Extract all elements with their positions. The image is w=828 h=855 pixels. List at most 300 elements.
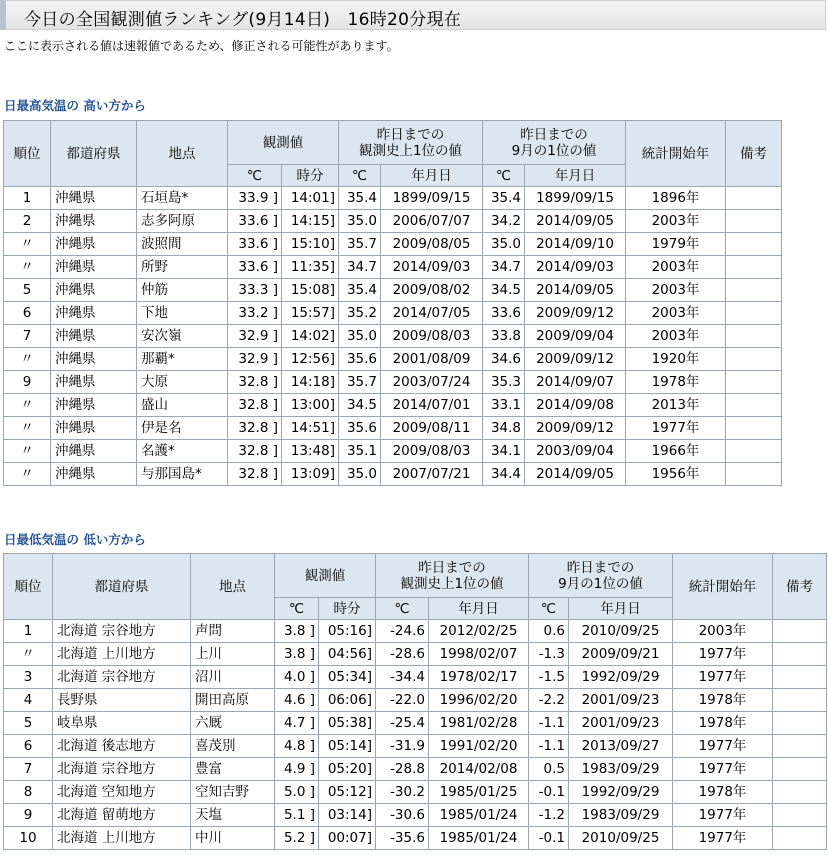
table-row — [4, 804, 827, 827]
subcol-deg: ℃ — [376, 598, 429, 620]
cell-prefecture: 北海道 宗谷地方 — [53, 758, 191, 781]
cell-month-value: 33.1 — [483, 394, 525, 417]
cell-observed-value: 33.9 ] — [228, 187, 282, 210]
cell-month-date: 1899/09/15 — [525, 187, 626, 210]
cell-rank: 9 — [4, 371, 51, 394]
cell-prefecture: 沖縄県 — [51, 256, 137, 279]
cell-remarks — [726, 187, 782, 210]
cell-observed-value: 32.8 ] — [228, 417, 282, 440]
cell-historical-value: 35.4 — [339, 279, 381, 302]
cell-historical-date: 1996/02/20 — [429, 689, 529, 712]
cell-rank: 5 — [4, 279, 51, 302]
cell-prefecture: 岐阜県 — [53, 712, 191, 735]
cell-historical-value: 35.7 — [339, 233, 381, 256]
col-month-record — [529, 554, 673, 598]
cell-rank: 1 — [4, 620, 53, 643]
cell-prefecture: 沖縄県 — [51, 187, 137, 210]
cell-month-date: 2009/09/21 — [569, 643, 673, 666]
cell-observed-time: 05:20] — [319, 758, 376, 781]
cell-place: 石垣島* — [137, 187, 228, 210]
cell-observed-value: 33.2 ] — [228, 302, 282, 325]
disclaimer-note: ここに表示される値は速報値であるため、修正される可能性があります。 — [4, 39, 399, 53]
col-historical-record — [339, 121, 483, 165]
cell-place: 上川 — [191, 643, 275, 666]
page-title: 今日の全国観測値ランキング(9月14日) 16時20分現在 — [24, 10, 462, 30]
cell-remarks — [773, 781, 827, 804]
cell-prefecture: 長野県 — [53, 689, 191, 712]
cell-observed-value: 32.8 ] — [228, 394, 282, 417]
cell-prefecture: 北海道 宗谷地方 — [53, 666, 191, 689]
cell-rank: 〃 — [4, 440, 51, 463]
cell-start-year: 1977年 — [673, 758, 773, 781]
high-temp-table — [3, 120, 782, 486]
col-prefecture: 都道府県 — [51, 121, 137, 187]
cell-historical-date: 1985/01/25 — [429, 781, 529, 804]
cell-historical-date: 1899/09/15 — [381, 187, 483, 210]
cell-rank: 5 — [4, 712, 53, 735]
cell-month-date: 1992/09/29 — [569, 781, 673, 804]
cell-month-date: 2009/09/12 — [525, 417, 626, 440]
cell-observed-value: 33.6 ] — [228, 210, 282, 233]
cell-observed-value: 3.8 ] — [275, 643, 319, 666]
cell-historical-date: 2014/07/05 — [381, 302, 483, 325]
cell-prefecture: 沖縄県 — [51, 417, 137, 440]
hist-line2: 観測史上1位の値 — [400, 575, 504, 592]
cell-place: 波照間 — [137, 233, 228, 256]
table-row — [4, 256, 782, 279]
cell-observed-value: 5.2 ] — [275, 827, 319, 850]
cell-month-date: 1983/09/29 — [569, 758, 673, 781]
table-row — [4, 666, 827, 689]
cell-historical-value: 35.1 — [339, 440, 381, 463]
cell-remarks — [773, 804, 827, 827]
col-observed: 観測値 — [228, 121, 339, 165]
cell-prefecture: 北海道 上川地方 — [53, 827, 191, 850]
cell-rank: 9 — [4, 804, 53, 827]
cell-rank: 10 — [4, 827, 53, 850]
table-row — [4, 620, 827, 643]
cell-month-date: 2010/09/25 — [569, 827, 673, 850]
cell-place: 那覇* — [137, 348, 228, 371]
cell-historical-date: 2009/08/11 — [381, 417, 483, 440]
cell-place: 与那国島* — [137, 463, 228, 486]
subcol-date: 年月日 — [569, 598, 673, 620]
cell-prefecture: 沖縄県 — [51, 325, 137, 348]
cell-month-value: -1.3 — [529, 643, 569, 666]
cell-observed-time: 05:16] — [319, 620, 376, 643]
cell-remarks — [773, 666, 827, 689]
cell-place: 中川 — [191, 827, 275, 850]
cell-place: 六厩 — [191, 712, 275, 735]
cell-historical-value: 35.0 — [339, 210, 381, 233]
cell-start-year: 1977年 — [673, 804, 773, 827]
cell-observed-time: 14:01] — [282, 187, 339, 210]
cell-historical-value: -34.4 — [376, 666, 429, 689]
cell-month-date: 1983/09/29 — [569, 804, 673, 827]
cell-prefecture: 沖縄県 — [51, 210, 137, 233]
cell-historical-value: 35.0 — [339, 463, 381, 486]
cell-start-year: 1978年 — [673, 689, 773, 712]
cell-historical-value: 34.7 — [339, 256, 381, 279]
cell-historical-date: 2014/09/03 — [381, 256, 483, 279]
cell-observed-time: 11:35] — [282, 256, 339, 279]
col-observed: 観測値 — [275, 554, 376, 598]
cell-historical-value: -35.6 — [376, 827, 429, 850]
cell-month-date: 2001/09/23 — [569, 712, 673, 735]
table-row — [4, 712, 827, 735]
col-place: 地点 — [137, 121, 228, 187]
cell-observed-value: 32.9 ] — [228, 348, 282, 371]
cell-month-value: 34.1 — [483, 440, 525, 463]
cell-historical-value: 35.6 — [339, 417, 381, 440]
hist-line1: 昨日までの — [376, 126, 445, 143]
cell-historical-date: 1978/02/17 — [429, 666, 529, 689]
col-start-year: 統計開始年 — [626, 121, 726, 187]
cell-rank: 〃 — [4, 417, 51, 440]
cell-start-year: 1956年 — [626, 463, 726, 486]
cell-month-value: 0.6 — [529, 620, 569, 643]
cell-start-year: 1977年 — [673, 666, 773, 689]
cell-historical-date: 1985/01/24 — [429, 804, 529, 827]
cell-remarks — [726, 463, 782, 486]
cell-start-year: 2003年 — [626, 256, 726, 279]
subcol-deg: ℃ — [529, 598, 569, 620]
cell-historical-date: 1985/01/24 — [429, 827, 529, 850]
subcol-deg: ℃ — [339, 165, 381, 187]
cell-month-date: 2014/09/07 — [525, 371, 626, 394]
cell-observed-time: 12:56] — [282, 348, 339, 371]
table-row — [4, 279, 782, 302]
subcol-date: 年月日 — [429, 598, 529, 620]
cell-place: 志多阿原 — [137, 210, 228, 233]
cell-month-date: 2013/09/27 — [569, 735, 673, 758]
cell-place: 名護* — [137, 440, 228, 463]
cell-month-date: 2014/09/08 — [525, 394, 626, 417]
cell-place: 下地 — [137, 302, 228, 325]
cell-month-value: 33.8 — [483, 325, 525, 348]
cell-month-date: 2009/09/12 — [525, 348, 626, 371]
subcol-date: 年月日 — [381, 165, 483, 187]
cell-observed-time: 13:48] — [282, 440, 339, 463]
cell-observed-value: 4.8 ] — [275, 735, 319, 758]
cell-month-value: -2.2 — [529, 689, 569, 712]
cell-place: 喜茂別 — [191, 735, 275, 758]
cell-start-year: 2013年 — [626, 394, 726, 417]
cell-historical-date: 2006/07/07 — [381, 210, 483, 233]
cell-remarks — [773, 758, 827, 781]
cell-month-date: 2009/09/04 — [525, 325, 626, 348]
cell-historical-date: 2001/08/09 — [381, 348, 483, 371]
cell-historical-value: -30.2 — [376, 781, 429, 804]
cell-prefecture: 沖縄県 — [51, 440, 137, 463]
cell-start-year: 1978年 — [673, 781, 773, 804]
hist-line1: 昨日までの — [418, 559, 486, 576]
cell-month-date: 2014/09/05 — [525, 279, 626, 302]
cell-prefecture: 沖縄県 — [51, 463, 137, 486]
cell-month-date: 2014/09/10 — [525, 233, 626, 256]
cell-observed-time: 13:00] — [282, 394, 339, 417]
hist-line2: 観測史上1位の値 — [358, 142, 463, 159]
cell-prefecture: 沖縄県 — [51, 279, 137, 302]
subcol-time: 時分 — [319, 598, 376, 620]
cell-month-value: 34.2 — [483, 210, 525, 233]
cell-remarks — [726, 210, 782, 233]
cell-observed-value: 32.8 ] — [228, 463, 282, 486]
cell-observed-value: 4.7 ] — [275, 712, 319, 735]
cell-month-date: 2014/09/05 — [525, 463, 626, 486]
cell-remarks — [773, 827, 827, 850]
cell-observed-time: 04:56] — [319, 643, 376, 666]
cell-remarks — [773, 735, 827, 758]
cell-start-year: 2003年 — [626, 302, 726, 325]
cell-historical-value: 35.7 — [339, 371, 381, 394]
cell-place: 安次嶺 — [137, 325, 228, 348]
cell-historical-date: 2009/08/03 — [381, 325, 483, 348]
cell-observed-value: 4.0 ] — [275, 666, 319, 689]
cell-start-year: 1977年 — [673, 827, 773, 850]
cell-month-value: 34.7 — [483, 256, 525, 279]
cell-start-year: 2003年 — [626, 210, 726, 233]
cell-prefecture: 沖縄県 — [51, 348, 137, 371]
cell-remarks — [726, 440, 782, 463]
low-section-title: 日最低気温の 低い方から — [4, 532, 146, 547]
cell-rank: 2 — [4, 210, 51, 233]
cell-month-value: -1.5 — [529, 666, 569, 689]
cell-remarks — [773, 689, 827, 712]
cell-start-year: 1920年 — [626, 348, 726, 371]
col-rank: 順位 — [4, 121, 51, 187]
cell-historical-date: 2007/07/21 — [381, 463, 483, 486]
cell-month-value: 34.6 — [483, 348, 525, 371]
page-title-bar — [0, 0, 826, 30]
cell-remarks — [726, 417, 782, 440]
cell-observed-value: 32.9 ] — [228, 325, 282, 348]
cell-remarks — [726, 302, 782, 325]
cell-historical-value: -25.4 — [376, 712, 429, 735]
high-table-body — [4, 187, 782, 486]
cell-month-value: 34.8 — [483, 417, 525, 440]
table-row — [4, 735, 827, 758]
table-row — [4, 781, 827, 804]
cell-remarks — [726, 325, 782, 348]
cell-rank: 6 — [4, 302, 51, 325]
cell-historical-date: 2003/07/24 — [381, 371, 483, 394]
cell-remarks — [773, 712, 827, 735]
cell-remarks — [726, 394, 782, 417]
cell-month-value: 35.0 — [483, 233, 525, 256]
cell-historical-date: 2014/02/08 — [429, 758, 529, 781]
cell-prefecture: 沖縄県 — [51, 394, 137, 417]
cell-historical-date: 2009/08/02 — [381, 279, 483, 302]
cell-historical-value: 35.6 — [339, 348, 381, 371]
low-table-body — [4, 620, 827, 850]
cell-historical-date: 1981/02/28 — [429, 712, 529, 735]
cell-observed-value: 32.8 ] — [228, 440, 282, 463]
cell-month-date: 2009/09/12 — [525, 302, 626, 325]
cell-observed-time: 15:08] — [282, 279, 339, 302]
cell-observed-time: 05:38] — [319, 712, 376, 735]
cell-observed-value: 5.0 ] — [275, 781, 319, 804]
cell-observed-time: 15:57] — [282, 302, 339, 325]
cell-historical-value: -22.0 — [376, 689, 429, 712]
cell-historical-date: 2009/08/05 — [381, 233, 483, 256]
col-historical-record — [376, 554, 529, 598]
cell-historical-date: 2014/07/01 — [381, 394, 483, 417]
cell-observed-value: 33.6 ] — [228, 233, 282, 256]
cell-observed-value: 33.6 ] — [228, 256, 282, 279]
cell-historical-date: 2012/02/25 — [429, 620, 529, 643]
cell-rank: 1 — [4, 187, 51, 210]
cell-remarks — [726, 371, 782, 394]
subcol-deg: ℃ — [275, 598, 319, 620]
table-row — [4, 643, 827, 666]
table-row — [4, 440, 782, 463]
cell-rank: 〃 — [4, 348, 51, 371]
cell-historical-value: 35.2 — [339, 302, 381, 325]
cell-month-date: 2010/09/25 — [569, 620, 673, 643]
cell-remarks — [726, 348, 782, 371]
table-row — [4, 233, 782, 256]
cell-month-value: 34.4 — [483, 463, 525, 486]
cell-prefecture: 沖縄県 — [51, 371, 137, 394]
cell-remarks — [773, 643, 827, 666]
table-row — [4, 417, 782, 440]
month-line2: 9月の1位の値 — [511, 142, 597, 159]
cell-start-year: 2003年 — [673, 620, 773, 643]
cell-place: 開田高原 — [191, 689, 275, 712]
cell-place: 仲筋 — [137, 279, 228, 302]
cell-historical-value: -28.6 — [376, 643, 429, 666]
low-temp-table — [3, 553, 827, 850]
cell-start-year: 2003年 — [626, 279, 726, 302]
cell-month-date: 2014/09/03 — [525, 256, 626, 279]
table-row — [4, 210, 782, 233]
cell-observed-time: 05:34] — [319, 666, 376, 689]
cell-month-value: 33.6 — [483, 302, 525, 325]
cell-historical-value: 34.5 — [339, 394, 381, 417]
cell-remarks — [773, 620, 827, 643]
month-line1: 昨日までの — [566, 559, 635, 576]
col-month-record — [483, 121, 626, 165]
cell-observed-value: 4.6 ] — [275, 689, 319, 712]
cell-observed-time: 05:14] — [319, 735, 376, 758]
cell-observed-value: 4.9 ] — [275, 758, 319, 781]
cell-month-value: -0.1 — [529, 781, 569, 804]
cell-observed-value: 3.8 ] — [275, 620, 319, 643]
cell-place: 空知吉野 — [191, 781, 275, 804]
cell-historical-value: -24.6 — [376, 620, 429, 643]
cell-month-value: 35.4 — [483, 187, 525, 210]
cell-observed-value: 32.8 ] — [228, 371, 282, 394]
cell-observed-time: 14:51] — [282, 417, 339, 440]
cell-month-date: 2003/09/04 — [525, 440, 626, 463]
cell-prefecture: 北海道 後志地方 — [53, 735, 191, 758]
cell-month-value: 34.5 — [483, 279, 525, 302]
cell-historical-value: -28.8 — [376, 758, 429, 781]
cell-rank: 7 — [4, 325, 51, 348]
cell-rank: 〃 — [4, 643, 53, 666]
cell-historical-value: -30.6 — [376, 804, 429, 827]
cell-observed-value: 5.1 ] — [275, 804, 319, 827]
cell-remarks — [726, 233, 782, 256]
cell-prefecture: 沖縄県 — [51, 233, 137, 256]
cell-historical-date: 1998/02/07 — [429, 643, 529, 666]
col-prefecture: 都道府県 — [53, 554, 191, 620]
cell-observed-time: 13:09] — [282, 463, 339, 486]
cell-start-year: 1977年 — [673, 643, 773, 666]
cell-observed-time: 05:12] — [319, 781, 376, 804]
cell-start-year: 1978年 — [626, 371, 726, 394]
table-row — [4, 325, 782, 348]
month-line2: 9月の1位の値 — [558, 575, 643, 592]
cell-historical-value: 35.4 — [339, 187, 381, 210]
cell-observed-time: 14:02] — [282, 325, 339, 348]
cell-historical-value: -31.9 — [376, 735, 429, 758]
table-row — [4, 371, 782, 394]
cell-start-year: 1978年 — [673, 712, 773, 735]
cell-place: 伊是名 — [137, 417, 228, 440]
cell-prefecture: 北海道 宗谷地方 — [53, 620, 191, 643]
col-start-year: 統計開始年 — [673, 554, 773, 620]
cell-rank: 〃 — [4, 463, 51, 486]
cell-start-year: 1977年 — [673, 735, 773, 758]
subcol-date: 年月日 — [525, 165, 626, 187]
cell-remarks — [726, 279, 782, 302]
table-row — [4, 827, 827, 850]
table-row — [4, 394, 782, 417]
col-place: 地点 — [191, 554, 275, 620]
cell-month-date: 2001/09/23 — [569, 689, 673, 712]
cell-start-year: 1977年 — [626, 417, 726, 440]
col-rank: 順位 — [4, 554, 53, 620]
cell-place: 天塩 — [191, 804, 275, 827]
cell-month-date: 2014/09/05 — [525, 210, 626, 233]
subcol-deg: ℃ — [228, 165, 282, 187]
cell-place: 所野 — [137, 256, 228, 279]
cell-place: 豊富 — [191, 758, 275, 781]
month-line1: 昨日までの — [520, 126, 588, 143]
cell-rank: 3 — [4, 666, 53, 689]
table-row — [4, 348, 782, 371]
cell-month-value: -1.1 — [529, 712, 569, 735]
cell-observed-time: 15:10] — [282, 233, 339, 256]
cell-observed-time: 14:18] — [282, 371, 339, 394]
cell-place: 盛山 — [137, 394, 228, 417]
subcol-deg: ℃ — [483, 165, 525, 187]
cell-rank: 4 — [4, 689, 53, 712]
table-row — [4, 758, 827, 781]
cell-start-year: 1896年 — [626, 187, 726, 210]
cell-prefecture: 北海道 上川地方 — [53, 643, 191, 666]
cell-rank: 8 — [4, 781, 53, 804]
cell-observed-time: 03:14] — [319, 804, 376, 827]
col-remarks: 備考 — [726, 121, 782, 187]
cell-historical-date: 2009/08/03 — [381, 440, 483, 463]
table-row — [4, 187, 782, 210]
table-row — [4, 302, 782, 325]
cell-month-value: -1.1 — [529, 735, 569, 758]
cell-month-date: 1992/09/29 — [569, 666, 673, 689]
subcol-time: 時分 — [282, 165, 339, 187]
col-remarks: 備考 — [773, 554, 827, 620]
cell-rank: 7 — [4, 758, 53, 781]
cell-start-year: 2003年 — [626, 325, 726, 348]
cell-rank: 6 — [4, 735, 53, 758]
cell-historical-date: 1991/02/20 — [429, 735, 529, 758]
cell-month-value: -1.2 — [529, 804, 569, 827]
cell-observed-time: 14:15] — [282, 210, 339, 233]
cell-month-value: -0.1 — [529, 827, 569, 850]
